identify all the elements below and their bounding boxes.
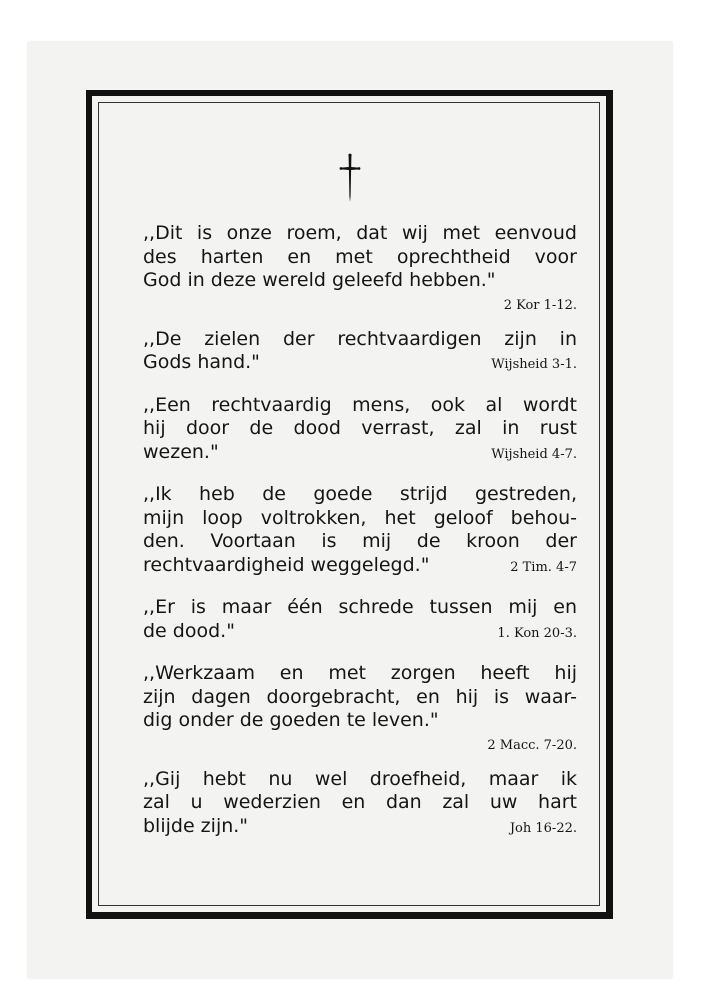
- quote-line: zal u wederzien en dan zal uw hart: [143, 791, 577, 813]
- quote-line: ,,De zielen der rechtvaardigen zijn in: [143, 327, 577, 350]
- quote-line: blijde zijn.": [143, 814, 249, 837]
- quote-block: [143, 394, 577, 467]
- quote-line: mijn loop voltrokken, het geloof behou-: [143, 506, 577, 529]
- quote-line: den. Voortaan is mij de kroon der: [143, 530, 577, 552]
- quote-line: God in deze wereld geleefd hebben.": [143, 269, 496, 291]
- quote-block: [143, 483, 577, 579]
- quote-line: Gods hand.": [143, 351, 260, 373]
- scripture-reference: 2 Kor 1-12.: [503, 297, 577, 313]
- scripture-reference: 2 Tim. 4-7: [510, 559, 577, 575]
- quote-line: ,,Een rechtvaardig mens, ook al wordt: [143, 393, 577, 416]
- scripture-reference: Wijsheid 4-7.: [491, 446, 577, 462]
- scripture-reference: 2 Macc. 7-20.: [487, 737, 577, 753]
- quote-line: de dood.": [143, 619, 235, 642]
- quote-line: hij door de dood verrast, zal in rust: [143, 417, 577, 439]
- quote-line: ,,Werkzaam en met zorgen heeft hij: [143, 662, 577, 684]
- scripture-reference: 1. Kon 20-3.: [497, 625, 577, 641]
- cross-icon: [336, 152, 364, 204]
- quote-line: ,,Er is maar één schrede tussen mij en: [143, 596, 577, 618]
- quote-line: ,,Gij hebt nu wel droefheid, maar ik: [143, 767, 577, 790]
- quote-line: ,,Ik heb de goede strijd gestreden,: [143, 483, 577, 505]
- quote-line: wezen.": [143, 440, 219, 463]
- scripture-reference: Joh 16-22.: [509, 820, 577, 836]
- scripture-quotes: [143, 222, 577, 840]
- quote-line: ,,Dit is onze roem, dat wij met eenvoud: [143, 222, 577, 244]
- quote-block: [143, 596, 577, 645]
- quote-line: des harten en met oprechtheid voor: [143, 245, 577, 268]
- quote-block: [143, 328, 577, 377]
- scripture-reference: Wijsheid 3-1.: [491, 357, 577, 372]
- quote-block: [143, 768, 577, 841]
- quote-block: [143, 662, 577, 756]
- quote-line: zijn dagen doorgebracht, en hij is waar-: [143, 685, 577, 708]
- quote-line: rechtvaardigheid weggelegd.": [143, 553, 430, 576]
- quote-line: dig onder de goeden te leven.": [143, 709, 439, 731]
- quote-block: [143, 222, 577, 316]
